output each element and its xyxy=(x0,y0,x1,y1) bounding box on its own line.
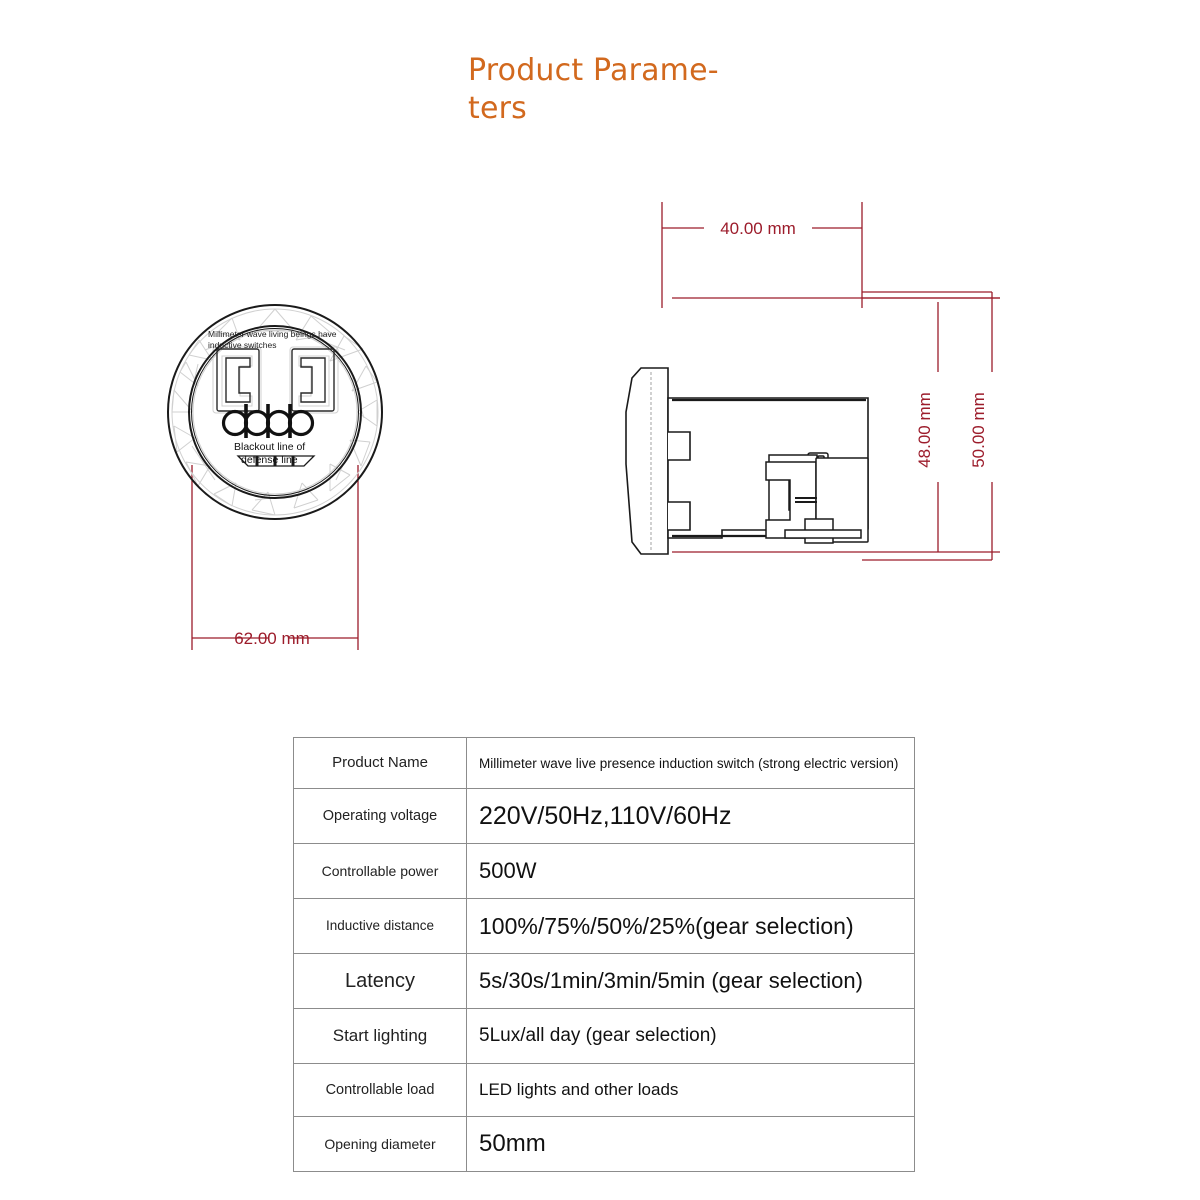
table-row xyxy=(294,954,915,1009)
row-label: Controllable power xyxy=(294,844,467,899)
row-label: Controllable load xyxy=(294,1064,467,1117)
product-drawings xyxy=(0,150,1200,690)
row-label: Latency xyxy=(294,954,467,1009)
table-row xyxy=(294,844,915,899)
table-row xyxy=(294,1117,915,1172)
page-title-line-2: ters xyxy=(468,91,527,127)
row-value: 500W xyxy=(467,844,915,899)
side-view-outer-height-dimension-label: 50.00 mm xyxy=(969,392,988,468)
front-view-body-text-line-2: inductive switches xyxy=(208,340,277,350)
table-body xyxy=(294,738,915,1172)
table-row xyxy=(294,738,915,789)
front-view-width-dimension-label: 62.00 mm xyxy=(234,629,310,648)
table-row xyxy=(294,1064,915,1117)
row-value: 50mm xyxy=(467,1117,915,1172)
row-value: Millimeter wave live presence induction switch (strong electric version) xyxy=(467,738,915,789)
side-view-depth-dimension-label: 40.00 mm xyxy=(720,219,796,238)
row-label: Operating voltage xyxy=(294,789,467,844)
product-parameters-table xyxy=(293,737,915,1172)
row-value: 5s/30s/1min/3min/5min (gear selection) xyxy=(467,954,915,1009)
side-view-inner-height-dimension-label: 48.00 mm xyxy=(915,392,934,468)
logo-caption-line-1: Blackout line of xyxy=(234,441,306,453)
side-view-drawing xyxy=(0,150,1200,690)
row-label: Opening diameter xyxy=(294,1117,467,1172)
row-value: 220V/50Hz,110V/60Hz xyxy=(467,789,915,844)
row-label: Inductive distance xyxy=(294,899,467,954)
logo-caption-line-2: defense line xyxy=(241,454,298,466)
table-row xyxy=(294,1009,915,1064)
page-title-line-1: Product Parame- xyxy=(468,53,719,88)
front-view-body-text-line-1: Millimeter wave living beings have xyxy=(208,329,337,339)
page-title xyxy=(468,52,738,129)
table-row xyxy=(294,789,915,844)
table-row xyxy=(294,899,915,954)
row-value: 5Lux/all day (gear selection) xyxy=(467,1009,915,1064)
row-value: 100%/75%/50%/25%(gear selection) xyxy=(467,899,915,954)
row-label: Start lighting xyxy=(294,1009,467,1064)
row-value: LED lights and other loads xyxy=(467,1064,915,1117)
row-label: Product Name xyxy=(294,738,467,789)
